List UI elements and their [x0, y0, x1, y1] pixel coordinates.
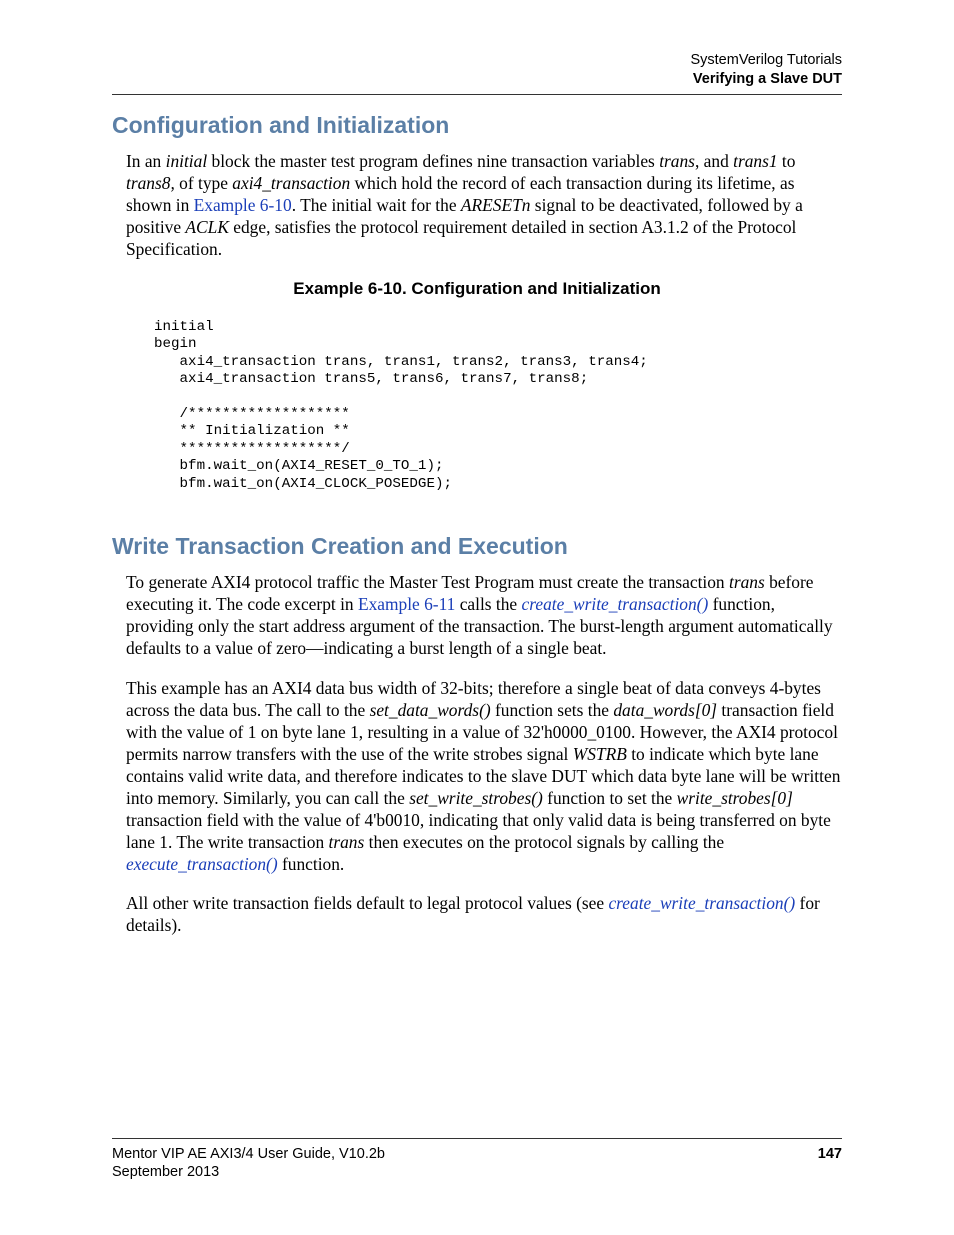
example-caption: Example 6-10. Configuration and Initialization	[293, 279, 661, 298]
footer-rule	[112, 1138, 842, 1139]
footer-doc-title: Mentor VIP AE AXI3/4 User Guide, V10.2b	[112, 1146, 385, 1162]
code-example: initial begin axi4_transaction trans, trans1, trans2, trans3, trans4; axi4_transaction trans5, trans6, trans7, trans8; /******************* ** Initialization ** *******************/ bfm.wait_on(AXI4_RESET_0_TO_1); bfm.wait_on(AXI4_CLOCK_POSEDGE);	[154, 319, 648, 492]
section-heading-configuration: Configuration and Initialization	[112, 112, 450, 138]
link-example-6-10[interactable]: Example 6-10	[193, 195, 292, 215]
link-execute-transaction[interactable]: execute_transaction()	[126, 854, 278, 874]
page-number: 147	[817, 1146, 842, 1162]
paragraph-defaults: All other write transaction fields default to legal protocol values (see create_write_transaction() for details).	[126, 893, 820, 935]
footer-date: September 2013	[112, 1164, 220, 1180]
paragraph-data-bus: This example has an AXI4 data bus width of 32-bits; therefore a single beat of data conveys 4-bytes across the data bus. The call to the set_data_words() function sets the data_words[0] transaction field with the value of 1 on byte lane 1, resulting in a value of 32'h0000_0100. However, the AXI4 protocol permits narrow transfers with the use of the write strobes signal WSTRB to indicate which byte lane contains valid write data, and therefore indicates to the slave DUT which data byte lane will be written into memory. Similarly, you can call the set_write_strobes() function to set the write_strobes[0] transaction field with the value of 4'b0010, indicating that only valid data is being transferred on byte lane 1. The write transaction trans then executes on the protocol signals by calling the execute_transaction() function.	[126, 678, 841, 874]
link-create-write-transaction-2[interactable]: create_write_transaction()	[608, 893, 796, 913]
running-header-section: Verifying a Slave DUT	[692, 71, 842, 87]
section-heading-write-transaction: Write Transaction Creation and Execution	[112, 533, 568, 559]
running-header-chapter: SystemVerilog Tutorials	[690, 52, 842, 68]
header-rule	[112, 94, 842, 95]
paragraph-write-intro: To generate AXI4 protocol traffic the Master Test Program must create the transaction trans before executing it. The code excerpt in Example 6-11 calls the create_write_transaction() function, providing only the start address argument of the transaction. The burst-length argument automatically defaults to a value of zero—indicating a burst length of a single beat.	[126, 572, 833, 658]
link-example-6-11[interactable]: Example 6-11	[357, 594, 456, 614]
paragraph-configuration: In an initial block the master test program defines nine transaction variables trans, and trans1 to trans8, of type axi4_transaction which hold the record of each transaction during its lifetime, as shown in Example 6-10. The initial wait for the ARESETn signal to be deactivated, followed by a positive ACLK edge, satisfies the protocol requirement detailed in section A3.1.2 of the Protocol Specification.	[126, 151, 803, 259]
link-create-write-transaction[interactable]: create_write_transaction()	[521, 594, 709, 614]
